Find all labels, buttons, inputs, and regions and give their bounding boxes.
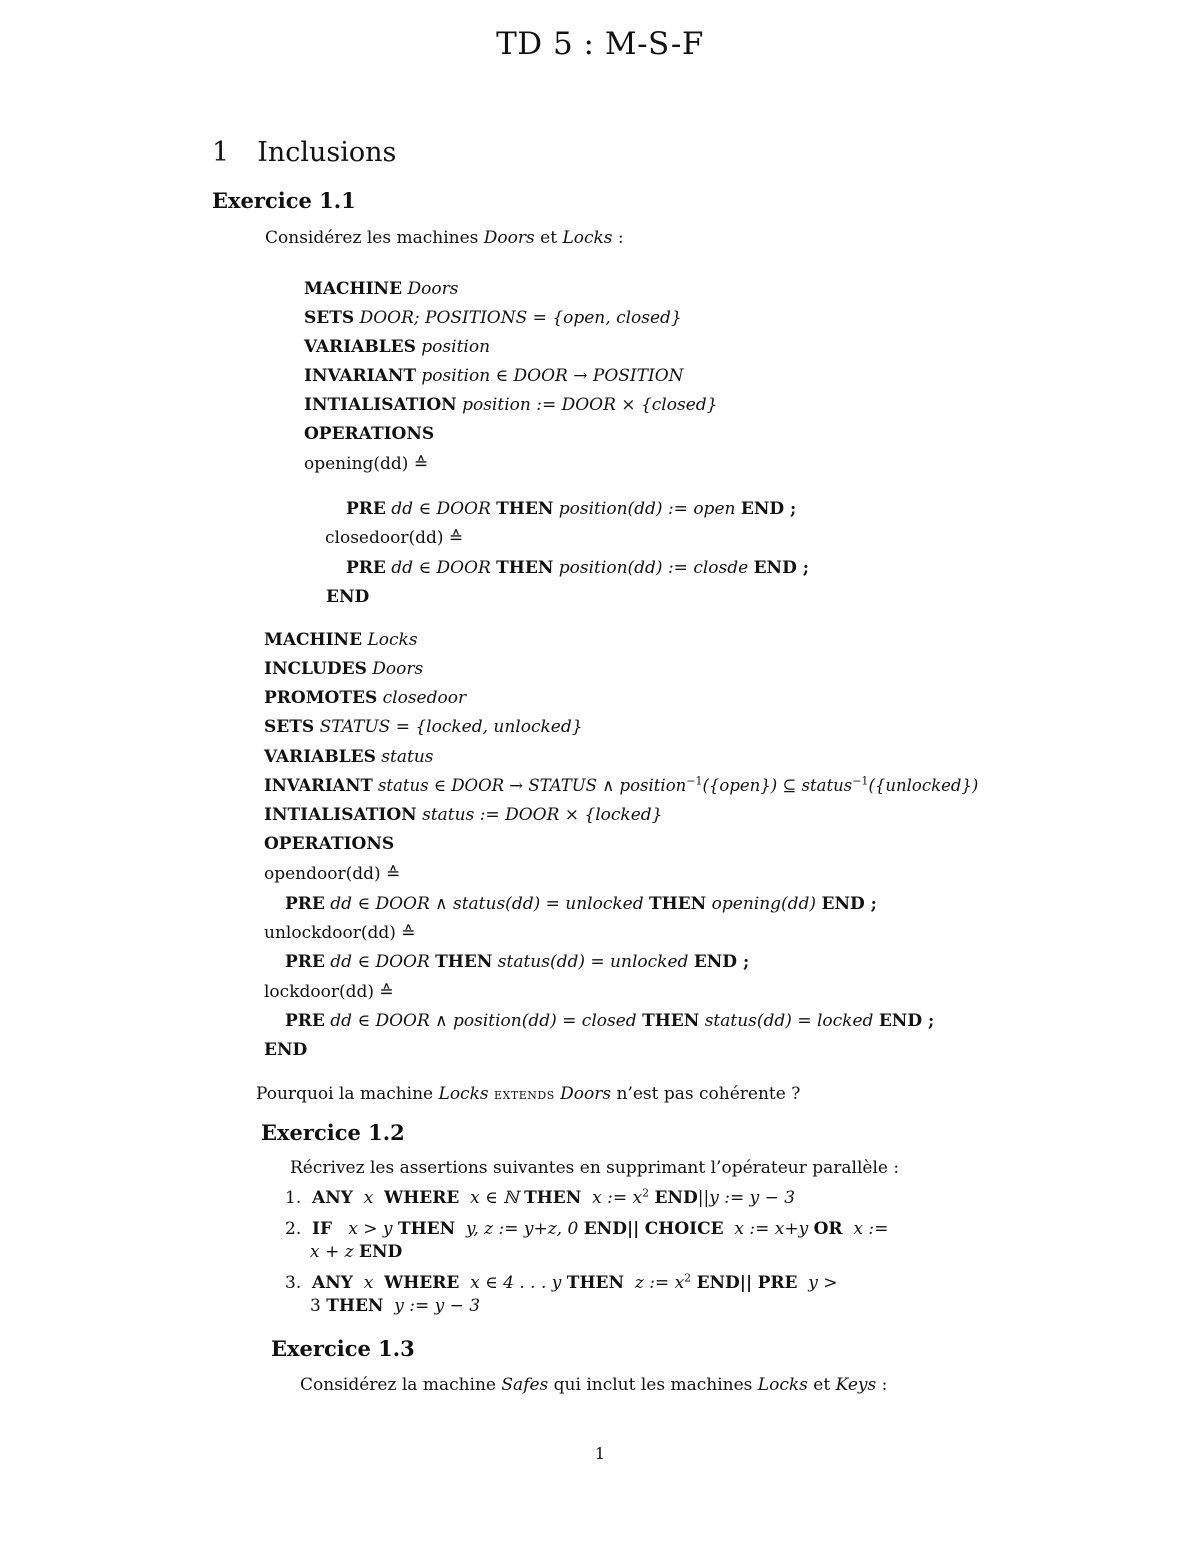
doors-init-line bbox=[304, 397, 717, 414]
intro-text: et bbox=[807, 1375, 836, 1395]
variables-value: status bbox=[381, 747, 434, 767]
assertion-item-2-continued bbox=[310, 1244, 402, 1261]
keyword: INTIALISATION bbox=[264, 805, 417, 825]
item-number: 2. bbox=[285, 1219, 302, 1239]
keyword: WHERE bbox=[384, 1273, 460, 1293]
page-number: 1 bbox=[594, 1444, 606, 1463]
intro-text: et bbox=[534, 228, 563, 248]
machine-name: Doors bbox=[560, 1084, 612, 1104]
keyword: MACHINE bbox=[304, 279, 403, 299]
doors-op-closedoor-body bbox=[346, 560, 809, 577]
machine-name: Locks bbox=[757, 1375, 808, 1395]
keyword: ANY bbox=[312, 1273, 353, 1293]
doors-op-closedoor-signature: closedoor(dd) ≙ bbox=[325, 528, 464, 548]
locks-includes-line bbox=[264, 661, 423, 678]
doors-op-opening-signature: opening(dd) ≙ bbox=[304, 454, 429, 474]
substitution: status(dd) = unlocked bbox=[497, 952, 689, 972]
variables-value: position bbox=[421, 337, 491, 357]
keyword: END bbox=[264, 1040, 308, 1060]
invariant-part: ({open}) ⊆ status bbox=[702, 776, 853, 795]
math: x bbox=[363, 1188, 374, 1208]
section-title: Inclusions bbox=[257, 137, 397, 168]
locks-op-lockdoor-signature: lockdoor(dd) ≙ bbox=[264, 982, 394, 1002]
machine-name: Locks bbox=[562, 228, 613, 248]
locks-op-opendoor-signature: opendoor(dd) ≙ bbox=[264, 864, 401, 884]
doors-invariant-line bbox=[304, 368, 684, 385]
exercise-1-1-question bbox=[256, 1086, 800, 1103]
keyword: END bbox=[654, 1188, 698, 1208]
keyword: PRE bbox=[285, 952, 325, 972]
keyword: END ; bbox=[753, 558, 810, 578]
assertion-item-1 bbox=[285, 1186, 796, 1208]
condition: dd ∈ DOOR bbox=[330, 952, 430, 972]
machine-name: Keys bbox=[835, 1375, 877, 1395]
keyword: SETS bbox=[264, 717, 315, 737]
math: 3 bbox=[310, 1296, 321, 1316]
keyword: END ; bbox=[821, 894, 877, 914]
intro-text: qui inclut les machines bbox=[548, 1375, 758, 1395]
math: x ∈ 4 . . . y bbox=[470, 1273, 562, 1293]
keyword: INVARIANT bbox=[264, 776, 373, 795]
exercise-1-1-heading: Exercice 1.1 bbox=[212, 188, 356, 213]
keyword: OPERATIONS bbox=[264, 834, 395, 854]
math: x := x+y bbox=[734, 1219, 809, 1239]
section-number: 1 bbox=[212, 137, 230, 168]
exercise-1-3-heading: Exercice 1.3 bbox=[271, 1336, 415, 1361]
keyword: END ; bbox=[878, 1011, 935, 1031]
locks-op-lockdoor-body bbox=[285, 1013, 934, 1030]
exercise-1-3-intro bbox=[300, 1377, 887, 1394]
keyword: END bbox=[326, 587, 370, 607]
doors-end-line bbox=[326, 589, 369, 606]
square-superscript: 2 bbox=[684, 1271, 692, 1285]
keyword: THEN bbox=[326, 1296, 384, 1316]
item-number: 3. bbox=[285, 1273, 302, 1293]
math: x bbox=[363, 1273, 374, 1293]
keyword: THEN bbox=[566, 1273, 625, 1293]
doors-operations-line bbox=[304, 426, 434, 443]
exercise-1-2-heading: Exercice 1.2 bbox=[261, 1120, 405, 1145]
intro-text: : bbox=[876, 1375, 888, 1395]
math: x ∈ ℕ bbox=[470, 1188, 519, 1208]
keyword: THEN bbox=[435, 952, 493, 972]
doors-op-opening-body bbox=[346, 501, 796, 518]
doors-variables-line bbox=[304, 339, 490, 356]
keyword: IF bbox=[312, 1219, 333, 1239]
assertion-item-2 bbox=[285, 1221, 888, 1238]
question-text: n’est pas cohérente ? bbox=[611, 1084, 801, 1104]
math: y > bbox=[808, 1273, 838, 1293]
keyword: MACHINE bbox=[264, 630, 363, 650]
assertion-item-3 bbox=[285, 1271, 838, 1293]
invariant-part: ({unlocked}) bbox=[868, 776, 979, 795]
locks-invariant-line bbox=[264, 774, 979, 795]
page-title: TD 5 : M-S-F bbox=[496, 26, 704, 62]
condition: dd ∈ DOOR bbox=[391, 558, 491, 578]
locks-sets-line bbox=[264, 719, 583, 736]
intro-text: Considérez les machines bbox=[265, 228, 484, 248]
keyword: END bbox=[359, 1242, 403, 1262]
machine-name: Doors bbox=[407, 279, 459, 299]
locks-end-line bbox=[264, 1042, 307, 1059]
doors-sets-line bbox=[304, 310, 682, 327]
keyword: INCLUDES bbox=[264, 659, 367, 679]
inverse-superscript: −1 bbox=[686, 774, 703, 788]
keyword: PRE bbox=[285, 894, 325, 914]
keyword: END|| bbox=[583, 1219, 640, 1239]
keyword: THEN bbox=[397, 1219, 456, 1239]
includes-value: Doors bbox=[372, 659, 424, 679]
substitution: status(dd) = locked bbox=[704, 1011, 874, 1031]
math: x := x bbox=[592, 1188, 643, 1208]
keyword: WHERE bbox=[384, 1188, 460, 1208]
init-value: position := DOOR × {closed} bbox=[462, 395, 718, 415]
locks-op-opendoor-body bbox=[285, 896, 877, 913]
locks-init-line bbox=[264, 807, 663, 824]
keyword: END ; bbox=[693, 952, 750, 972]
keyword: CHOICE bbox=[644, 1219, 724, 1239]
keyword: THEN bbox=[642, 1011, 700, 1031]
locks-op-unlockdoor-signature: unlockdoor(dd) ≙ bbox=[264, 923, 416, 943]
keyword: THEN bbox=[496, 499, 554, 519]
invariant-part: status ∈ DOOR → STATUS ∧ position bbox=[377, 776, 687, 795]
init-value: status := DOOR × {locked} bbox=[422, 805, 663, 825]
item-number: 1. bbox=[285, 1188, 302, 1208]
keyword: VARIABLES bbox=[264, 747, 376, 767]
condition: dd ∈ DOOR ∧ status(dd) = unlocked bbox=[330, 894, 644, 914]
keyword: PRE bbox=[285, 1011, 325, 1031]
keyword: PROMOTES bbox=[264, 688, 378, 708]
keyword: OR bbox=[813, 1219, 843, 1239]
math: x + z bbox=[310, 1242, 354, 1262]
keyword: ANY bbox=[312, 1188, 353, 1208]
locks-promotes-line bbox=[264, 690, 466, 707]
intro-text: Considérez la machine bbox=[300, 1375, 502, 1395]
keyword: INTIALISATION bbox=[304, 395, 457, 415]
locks-op-unlockdoor-body bbox=[285, 954, 749, 971]
substitution: opening(dd) bbox=[711, 894, 817, 914]
keyword: PRE bbox=[346, 499, 386, 519]
locks-machine-line bbox=[264, 632, 418, 649]
keyword: INVARIANT bbox=[304, 366, 417, 386]
keyword: PRE bbox=[346, 558, 386, 578]
machine-name: Locks bbox=[367, 630, 418, 650]
locks-operations-line bbox=[264, 836, 394, 853]
keyword: END ; bbox=[740, 499, 797, 519]
inverse-superscript: −1 bbox=[852, 774, 869, 788]
intro-text: : bbox=[612, 228, 624, 248]
keyword: END|| bbox=[696, 1273, 753, 1293]
machine-name: Safes bbox=[501, 1375, 549, 1395]
assertion-item-3-continued bbox=[310, 1298, 480, 1315]
square-superscript: 2 bbox=[642, 1186, 650, 1200]
math: x := bbox=[853, 1219, 889, 1239]
doors-machine-line bbox=[304, 281, 458, 298]
extends-keyword: extends bbox=[494, 1085, 555, 1103]
keyword: SETS bbox=[304, 308, 355, 328]
substitution: position(dd) := closde bbox=[558, 558, 749, 578]
sets-value: STATUS = {locked, unlocked} bbox=[319, 717, 583, 737]
keyword: THEN bbox=[496, 558, 554, 578]
substitution: position(dd) := open bbox=[558, 499, 736, 519]
math: z := x bbox=[634, 1273, 685, 1293]
math: x > y bbox=[348, 1219, 393, 1239]
keyword: THEN bbox=[649, 894, 707, 914]
machine-name: Locks bbox=[438, 1084, 489, 1104]
sets-value: DOOR; POSITIONS = {open, closed} bbox=[359, 308, 682, 328]
keyword: THEN bbox=[524, 1188, 582, 1208]
invariant-value: position ∈ DOOR → POSITION bbox=[421, 366, 684, 386]
exercise-1-1-intro bbox=[265, 230, 624, 247]
machine-name: Doors bbox=[483, 228, 535, 248]
section-heading bbox=[212, 139, 396, 166]
question-text: Pourquoi la machine bbox=[256, 1084, 439, 1104]
math: ||y := y − 3 bbox=[697, 1188, 796, 1208]
condition: dd ∈ DOOR ∧ position(dd) = closed bbox=[330, 1011, 637, 1031]
condition: dd ∈ DOOR bbox=[391, 499, 491, 519]
keyword: PRE bbox=[757, 1273, 798, 1293]
exercise-1-2-intro: Récrivez les assertions suivantes en supprimant l’opérateur parallèle : bbox=[290, 1158, 900, 1178]
locks-variables-line bbox=[264, 749, 434, 766]
keyword: OPERATIONS bbox=[304, 424, 435, 444]
keyword: VARIABLES bbox=[304, 337, 416, 357]
promotes-value: closedoor bbox=[382, 688, 467, 708]
math: y := y − 3 bbox=[394, 1296, 481, 1316]
math: y, z := y+z, 0 bbox=[465, 1219, 579, 1239]
